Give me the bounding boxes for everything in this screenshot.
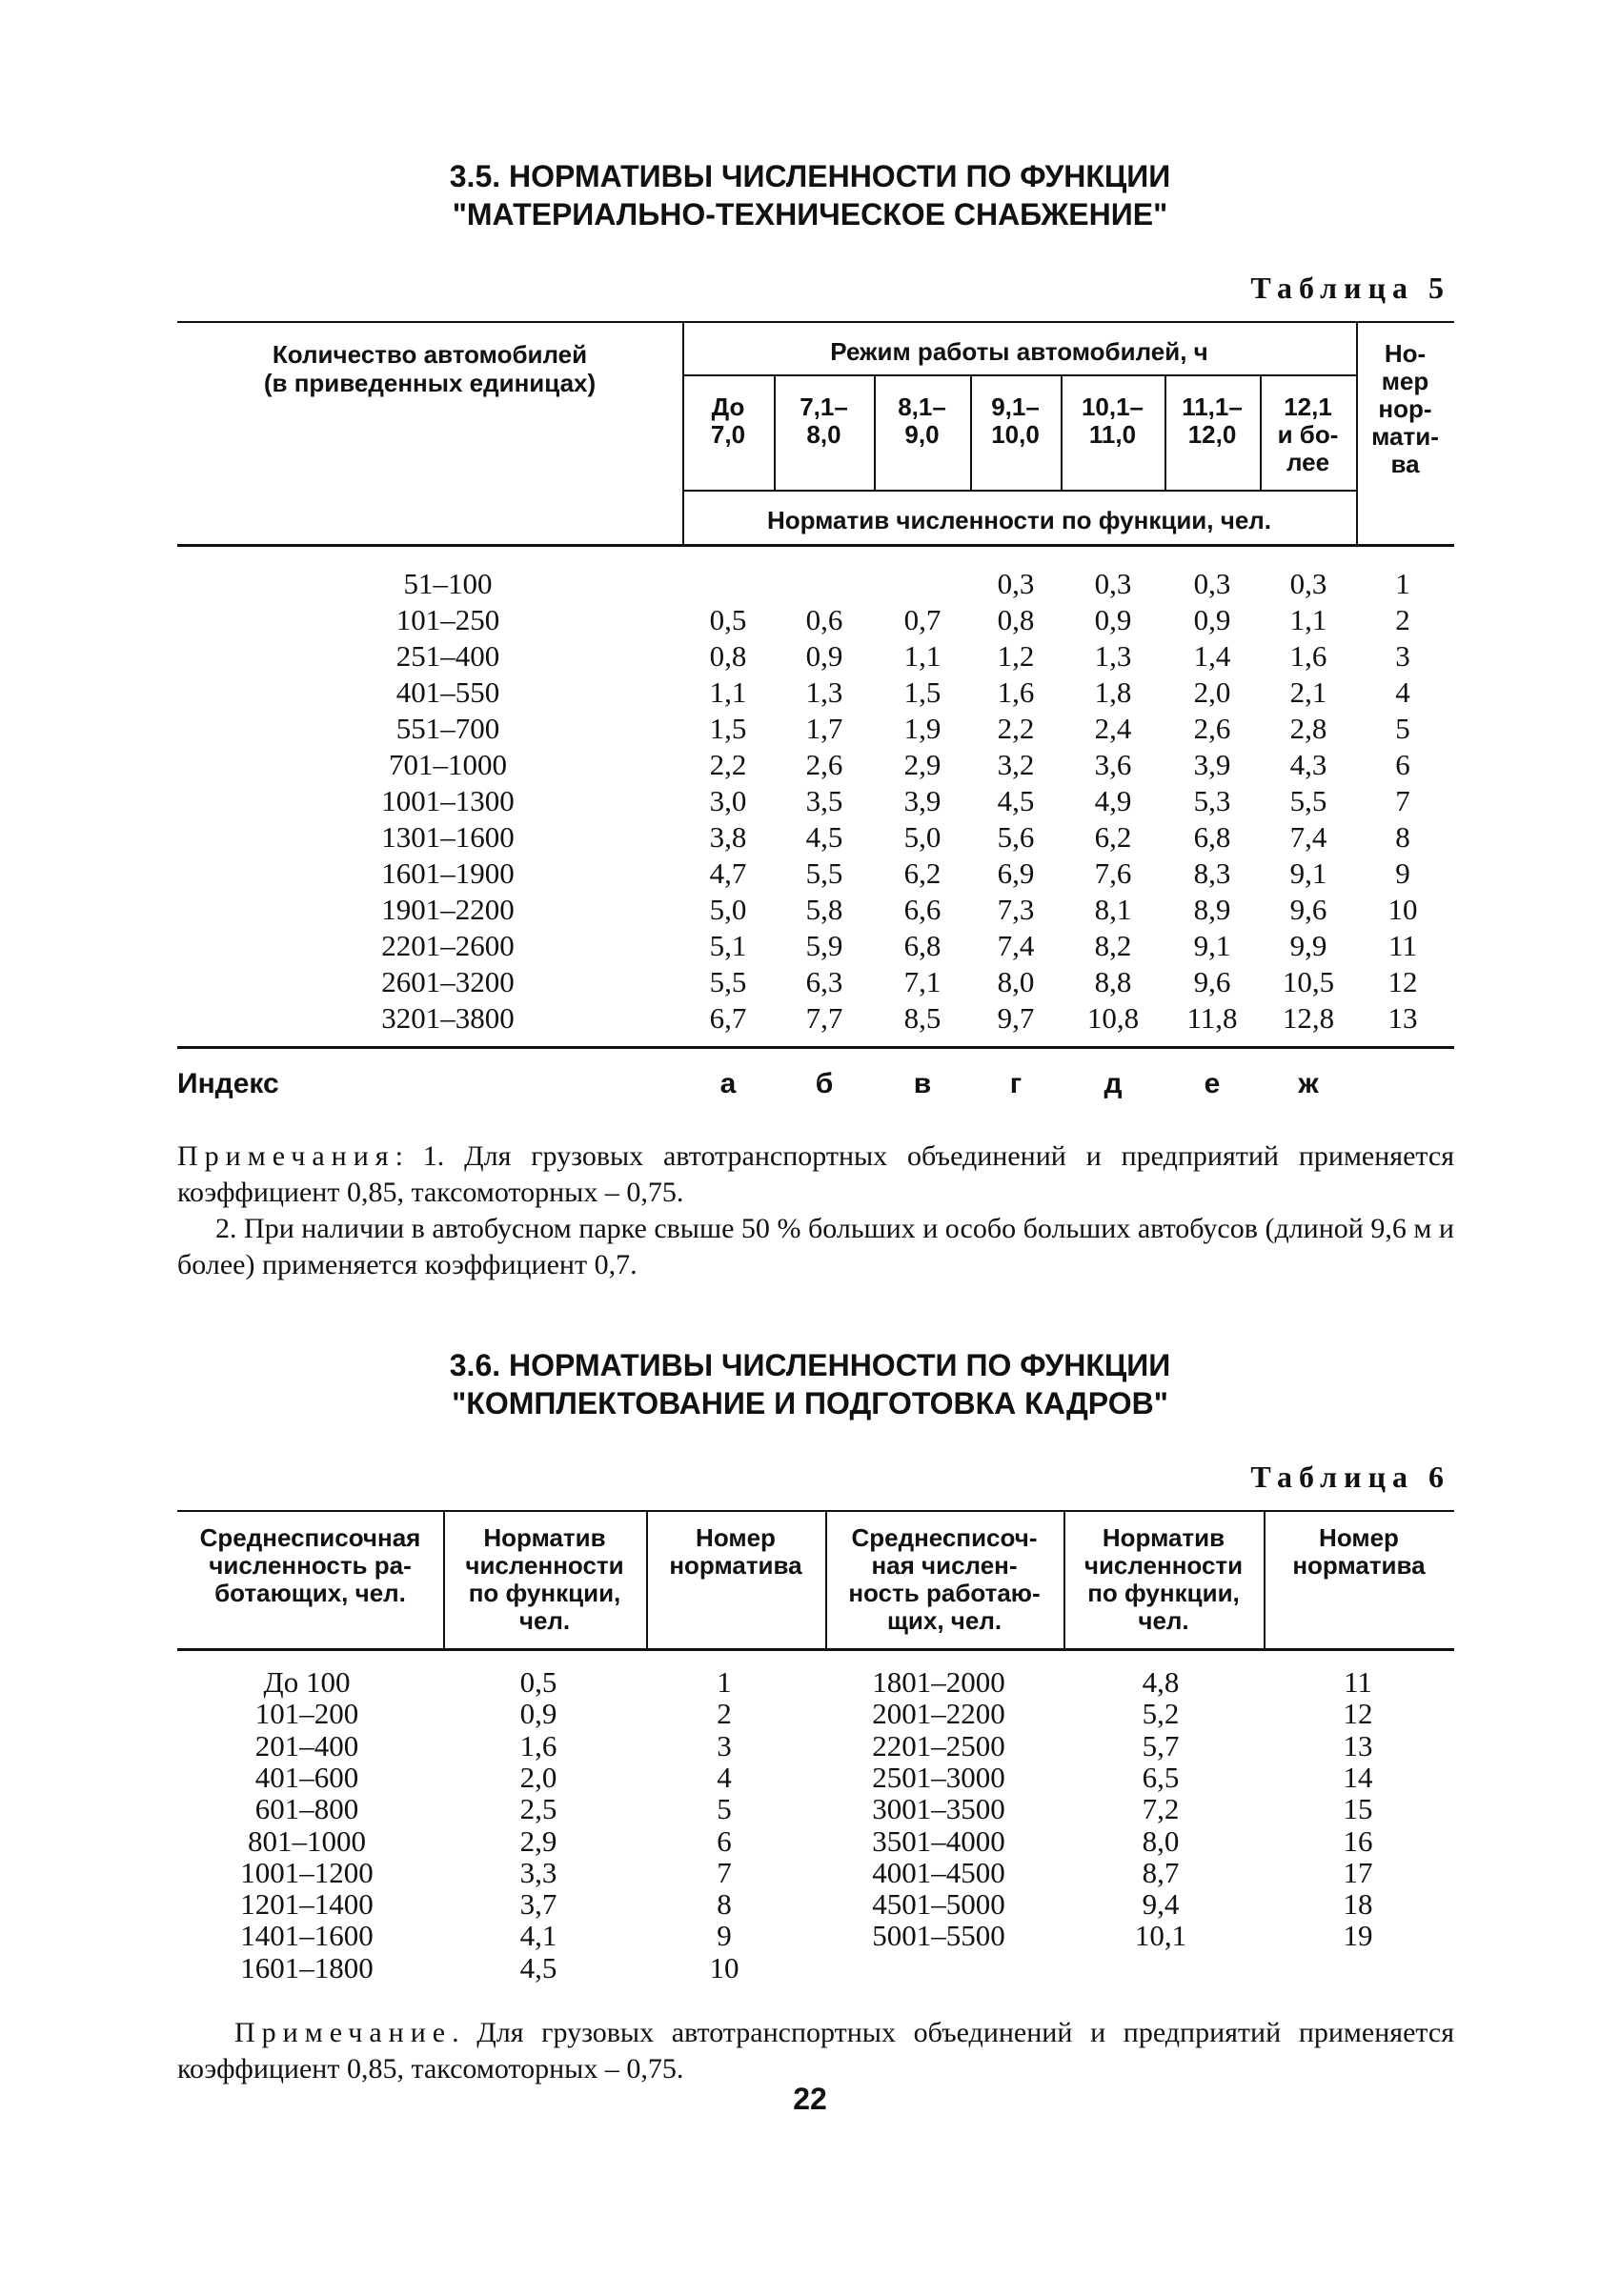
table-6-range: 3001–3500 (872, 1792, 1005, 1826)
header-line: щих, чел. (886, 1606, 1002, 1635)
index-letter: а (719, 1068, 737, 1099)
table-5-number: 4 (1395, 675, 1410, 709)
table-5-value: 6,6 (903, 893, 942, 926)
table-5-range: 551–700 (395, 712, 500, 745)
table-5-value: 5,5 (709, 965, 747, 998)
table-5-value: 7,3 (997, 893, 1035, 926)
table-5-value: 3,5 (805, 784, 843, 817)
header-line: нор- (1378, 394, 1432, 423)
table-5-value: 3,9 (903, 784, 942, 817)
table-6-number: 17 (1343, 1855, 1373, 1889)
section-35-title (172, 157, 1448, 233)
table-5-value: 1,1 (903, 639, 942, 673)
table-5-range: 1901–2200 (381, 893, 515, 926)
header-line: ботающих, чел. (214, 1579, 406, 1607)
table-6-norm: 5,7 (1142, 1728, 1180, 1762)
table-6-norm: 9,4 (1142, 1887, 1180, 1922)
table-5-value: 1,2 (997, 639, 1035, 673)
rule-line (177, 1510, 1454, 1512)
table-5-value: 5,5 (1289, 784, 1327, 817)
rule-line (682, 374, 1356, 376)
header-mode-col (1164, 393, 1260, 449)
table-5-value: 2,8 (1289, 712, 1327, 745)
table-5-value: 9,7 (997, 1001, 1035, 1035)
table-6-number: 12 (1343, 1697, 1373, 1731)
table-6-norm: 8,0 (1142, 1823, 1180, 1858)
table-5-value: 1,5 (709, 712, 747, 745)
table-5-value: 4,5 (805, 820, 843, 854)
table-5-value: 3,8 (709, 820, 747, 854)
table-6-norm: 2,0 (519, 1760, 557, 1794)
table-5-value: 2,4 (1094, 712, 1132, 745)
header-line: 8,1– (898, 393, 946, 421)
table-5-value: 8,9 (1193, 893, 1231, 926)
table-5-value: 6,2 (1094, 820, 1132, 854)
table-5-value: 2,2 (997, 712, 1035, 745)
table-6-norm: 5,2 (1142, 1697, 1180, 1731)
table-5-range: 51–100 (403, 567, 493, 600)
table-6-number: 5 (717, 1792, 732, 1826)
table-6-norm: 8,7 (1142, 1855, 1180, 1889)
header-line: чел. (1138, 1606, 1189, 1635)
table-5-value: 9,6 (1193, 965, 1231, 998)
table-6-header (1063, 1524, 1264, 1635)
index-letter: д (1104, 1068, 1123, 1099)
header-mode-col (774, 393, 874, 449)
header-line: чел. (518, 1606, 571, 1635)
col-header-vehicles (177, 340, 682, 397)
header-line: Норматив (1102, 1523, 1225, 1552)
table-5-value: 10,5 (1282, 965, 1335, 998)
table-5-value: 0,3 (1193, 567, 1231, 600)
table-5-value: 0,6 (805, 603, 843, 636)
table-6-range: 2201–2500 (872, 1728, 1005, 1762)
header-line: ность работаю- (848, 1579, 1041, 1607)
table-6-number: 4 (717, 1760, 732, 1794)
header-mode-col (970, 393, 1061, 449)
table-5-number: 10 (1387, 893, 1418, 926)
rule-line (177, 544, 1454, 547)
table-5-value: 4,9 (1094, 784, 1132, 817)
table-5-value: 1,1 (1289, 603, 1327, 636)
table-5-value: 3,6 (1094, 748, 1132, 781)
table-5-range: 3201–3800 (381, 1001, 515, 1035)
table-5-value: 6,7 (709, 1001, 747, 1035)
table-5-value: 4,5 (997, 784, 1035, 817)
table-5-range: 401–550 (395, 675, 500, 709)
header-line: мер (1381, 367, 1429, 395)
header-line: норматива (1292, 1551, 1426, 1580)
table-5-number: 8 (1395, 820, 1410, 854)
table-6-norm: 1,6 (519, 1728, 557, 1762)
header-line: Номер (1319, 1523, 1399, 1552)
table-6-range: До 100 (263, 1665, 351, 1699)
table-5-number: 5 (1395, 712, 1410, 745)
table-5-value: 0,9 (1094, 603, 1132, 636)
note-1-text: : 1. Для грузовых автотранспортных объединений и предприятий применяется коэффициент 0,85, таксомоторных – 0,75. (177, 1140, 1454, 1208)
table-6-norm: 2,9 (519, 1823, 557, 1858)
table-6-number: 6 (717, 1823, 732, 1858)
table-5-number: 3 (1395, 639, 1410, 673)
header-line: 12,0 (1187, 420, 1237, 449)
table-6-range: 801–1000 (248, 1823, 366, 1858)
table-5-value: 8,5 (903, 1001, 942, 1035)
table-6-norm: 4,8 (1142, 1665, 1180, 1699)
table-6-number: 13 (1343, 1728, 1373, 1762)
table-6-number: 14 (1343, 1760, 1373, 1794)
table-5-value: 7,6 (1094, 856, 1132, 890)
table-5-value: 3,9 (1193, 748, 1231, 781)
table-6-label: Таблица 6 (1250, 1460, 1450, 1494)
table-6-norm: 6,5 (1142, 1760, 1180, 1794)
table-5-value: 12,8 (1282, 1001, 1335, 1035)
header-line: по функции, (468, 1579, 621, 1607)
table-5-value: 1,7 (805, 712, 843, 745)
table-5-value: 6,9 (997, 856, 1035, 890)
table-6-norm: 7,2 (1142, 1792, 1180, 1826)
header-line: 10,1– (1081, 393, 1144, 421)
header-line: 10,0 (991, 420, 1040, 449)
table-5-value: 1,3 (1094, 639, 1132, 673)
header-line: Среднесписочная (199, 1523, 421, 1552)
header-line: норматива (669, 1551, 802, 1580)
table-5-value: 11,8 (1186, 1001, 1238, 1035)
table-5-range: 1001–1300 (381, 784, 515, 817)
section-36-title-line2: "КОМПЛЕКТОВАНИЕ И ПОДГОТОВКА КАДРОВ" (452, 1386, 1168, 1420)
header-line: Номер (696, 1523, 776, 1552)
table-5-value: 5,8 (805, 893, 843, 926)
section-36-title-line1: 3.6. НОРМАТИВЫ ЧИСЛЕННОСТИ ПО ФУНКЦИИ (449, 1348, 1171, 1382)
table-5-value: 3,2 (997, 748, 1035, 781)
table-5-value: 2,2 (709, 748, 747, 781)
table-6-norm: 3,3 (519, 1855, 557, 1889)
rule-line (177, 321, 1454, 323)
note-1 (177, 1138, 1454, 1211)
table-5-value: 2,9 (903, 748, 942, 781)
table-6-number: 7 (717, 1855, 732, 1889)
table-6-range: 1201–1400 (240, 1887, 374, 1922)
table-5-value: 10,8 (1086, 1001, 1140, 1035)
table-5-range: 1301–1600 (381, 820, 515, 854)
index-label: Индекс (177, 1068, 279, 1099)
table-6-range: 1601–1800 (240, 1950, 374, 1984)
table-5-value: 5,0 (903, 820, 942, 854)
section-35-title-line2: "МАТЕРИАЛЬНО-ТЕХНИЧЕСКОЕ СНАБЖЕНИЕ" (452, 197, 1168, 232)
table-5-number: 12 (1387, 965, 1418, 998)
table-5-value: 8,3 (1193, 856, 1231, 890)
table-6-range: 5001–5500 (872, 1919, 1005, 1953)
table-5-number: 13 (1387, 1001, 1418, 1035)
table-5-number: 1 (1395, 567, 1410, 600)
table-5-value: 5,1 (709, 929, 747, 962)
note-label: Примечание (234, 2017, 453, 2048)
table-6-range: 101–200 (254, 1697, 359, 1731)
header-line: мати- (1371, 422, 1439, 451)
table-6-range: 601–800 (254, 1792, 359, 1826)
table-5-value: 0,8 (709, 639, 747, 673)
table-5-value: 2,6 (805, 748, 843, 781)
table-5-value: 0,3 (1094, 567, 1132, 600)
table-5-value: 6,8 (903, 929, 942, 962)
table-5-value: 0,9 (1193, 603, 1231, 636)
table-5-range: 2201–2600 (381, 929, 515, 962)
table-5-label: Таблица 5 (1250, 271, 1450, 305)
table-5-value: 3,0 (709, 784, 747, 817)
table-5-value: 7,4 (1289, 820, 1327, 854)
table-6-range: 2001–2200 (872, 1697, 1005, 1731)
table-6-range: 1001–1200 (240, 1855, 374, 1889)
table-5-value: 1,5 (903, 675, 942, 709)
table-5-value: 1,4 (1193, 639, 1231, 673)
header-line: 11,0 (1088, 420, 1137, 449)
table-6-number: 15 (1343, 1792, 1373, 1826)
table-6-range: 201–400 (254, 1728, 359, 1762)
header-line: ва (1390, 450, 1420, 478)
header-line: 9,1– (991, 393, 1040, 421)
table-5-range: 251–400 (395, 639, 500, 673)
table-6-header (177, 1524, 443, 1607)
table-6-range: 4501–5000 (872, 1887, 1005, 1922)
header-line: 7,0 (710, 420, 746, 449)
table-6-number: 18 (1343, 1887, 1373, 1922)
header-line: 8,0 (806, 420, 841, 449)
page-number: 22 (793, 2082, 827, 2116)
header-line: 11,1– (1182, 393, 1243, 421)
header-line: 9,0 (904, 420, 940, 449)
table-6-range: 2501–3000 (872, 1760, 1005, 1794)
note-table-6-text: . Для грузовых автотранспортных объединений и предприятий применяется коэффициент 0,85, таксомоторных – 0,75. (177, 2017, 1454, 2085)
section-36-title (172, 1346, 1448, 1422)
table-5-value: 0,5 (709, 603, 747, 636)
header-line: Норматив (483, 1523, 606, 1552)
table-5-value: 0,7 (903, 603, 942, 636)
table-5-number: 2 (1395, 603, 1410, 636)
table-5-value: 1,6 (1289, 639, 1327, 673)
header-line: Среднесписоч- (851, 1523, 1038, 1552)
table-5-value: 5,6 (997, 820, 1035, 854)
header-norm-number (1356, 340, 1454, 478)
table-5-number: 9 (1395, 856, 1410, 890)
header-line: по функции, (1087, 1579, 1240, 1607)
table-5-value: 4,7 (709, 856, 747, 890)
table-5-number: 11 (1388, 929, 1417, 962)
table-6-number: 19 (1343, 1919, 1373, 1953)
header-line: 7,1– (800, 393, 848, 421)
header-norm: Норматив численности по функции, чел. (766, 506, 1272, 534)
table-5-value: 9,1 (1289, 856, 1327, 890)
table-5-value: 1,1 (709, 675, 747, 709)
table-5-value: 7,4 (997, 929, 1035, 962)
table-6-range: 1401–1600 (240, 1919, 374, 1953)
index-letter: ж (1298, 1068, 1319, 1099)
notes-label: Примечания (177, 1140, 395, 1172)
table-6-range: 401–600 (254, 1760, 359, 1794)
table-5-value: 8,8 (1094, 965, 1132, 998)
header-line: численность ра- (209, 1551, 412, 1580)
table-5-value: 6,8 (1193, 820, 1231, 854)
table-5-value: 5,3 (1193, 784, 1231, 817)
table-5-value: 7,1 (903, 965, 942, 998)
header-mode-col (874, 393, 970, 449)
table-5-value: 2,0 (1193, 675, 1231, 709)
header-line: численности (1083, 1551, 1244, 1580)
table-6-header (443, 1524, 646, 1635)
table-6-range: 1801–2000 (872, 1665, 1005, 1699)
header-mode-col (682, 393, 774, 449)
header-mode-col (1260, 393, 1356, 476)
header-mode-col (1061, 393, 1164, 449)
header-line: Количество автомобилей (272, 340, 588, 369)
table-5-range: 701–1000 (389, 748, 507, 781)
index-letter: г (1009, 1068, 1023, 1099)
note-2: 2. При наличии в автобусном парке свыше 50 % больших и особо больших автобусов (длиной 9,6 м и более) применяется коэффициент 0,7. (177, 1213, 1454, 1280)
table-6-norm: 10,1 (1134, 1919, 1187, 1953)
table-6-header (825, 1524, 1063, 1635)
table-5-value: 8,2 (1094, 929, 1132, 962)
table-6-number: 10 (709, 1950, 739, 1984)
index-letter: б (815, 1068, 834, 1099)
table-6-header (1264, 1524, 1454, 1580)
table-5-value: 2,1 (1289, 675, 1327, 709)
index-letter: е (1204, 1068, 1221, 1099)
table-6-number: 2 (717, 1697, 732, 1731)
index-letter: в (913, 1068, 932, 1099)
header-work-mode: Режим работы автомобилей, ч (830, 337, 1208, 366)
table-5-value: 5,0 (709, 893, 747, 926)
table-6-number: 8 (717, 1887, 732, 1922)
table-5-value: 9,1 (1193, 929, 1231, 962)
table-6-norm: 0,5 (519, 1665, 557, 1699)
table-5-value: 1,6 (997, 675, 1035, 709)
table-5-value: 5,5 (805, 856, 843, 890)
table-5-value: 6,2 (903, 856, 942, 890)
header-line: и бо- (1277, 420, 1339, 449)
table-5-value: 0,8 (997, 603, 1035, 636)
header-line: ная числен- (871, 1551, 1018, 1580)
header-line: 12,1 (1284, 393, 1332, 421)
table-5-number: 7 (1395, 784, 1410, 817)
table-5-value: 4,3 (1289, 748, 1327, 781)
table-5-value: 5,9 (805, 929, 843, 962)
table-5-value: 6,3 (805, 965, 843, 998)
table-6-header (646, 1524, 825, 1580)
table-5-value: 0,3 (1289, 567, 1327, 600)
rule-line (177, 1648, 1454, 1651)
table-5-value: 0,9 (805, 639, 843, 673)
table-5-value: 8,1 (1094, 893, 1132, 926)
table-6-number: 11 (1344, 1665, 1372, 1699)
table-6-number: 16 (1343, 1823, 1373, 1858)
table-6-number: 1 (717, 1665, 732, 1699)
table-5-value: 9,6 (1289, 893, 1327, 926)
table-6-norm: 4,5 (519, 1950, 557, 1984)
table-5-range: 101–250 (395, 603, 500, 636)
header-line: Но- (1384, 339, 1427, 368)
table-6-number: 3 (717, 1728, 732, 1762)
table-5-number: 6 (1395, 748, 1410, 781)
table-6-range: 3501–4000 (872, 1823, 1005, 1858)
table-6-norm: 0,9 (519, 1697, 557, 1731)
rule-line (177, 1046, 1454, 1049)
header-line: До (711, 393, 745, 421)
table-6-norm: 3,7 (519, 1887, 557, 1922)
table-6-norm: 2,5 (519, 1792, 557, 1826)
note-table-6 (177, 2015, 1454, 2087)
table-5-value: 1,9 (903, 712, 942, 745)
table-5-range: 2601–3200 (381, 965, 515, 998)
table-5-value: 8,0 (997, 965, 1035, 998)
table-5-value: 2,6 (1193, 712, 1231, 745)
table-5-value: 0,3 (997, 567, 1035, 600)
rule-line (682, 490, 1356, 492)
table-5-value: 1,3 (805, 675, 843, 709)
header-line: численности (465, 1551, 624, 1580)
table-6-number: 9 (717, 1919, 732, 1953)
table-5-value: 7,7 (805, 1001, 843, 1035)
table-6-norm: 4,1 (519, 1919, 557, 1953)
table-5-value: 1,8 (1094, 675, 1132, 709)
table-5-range: 1601–1900 (381, 856, 515, 890)
table-6-range: 4001–4500 (872, 1855, 1005, 1889)
section-35-title-line1: 3.5. НОРМАТИВЫ ЧИСЛЕННОСТИ ПО ФУНКЦИИ (449, 159, 1171, 193)
header-line: (в приведенных единицах) (263, 369, 597, 397)
table-5-value: 9,9 (1289, 929, 1327, 962)
header-line: лее (1286, 448, 1330, 476)
